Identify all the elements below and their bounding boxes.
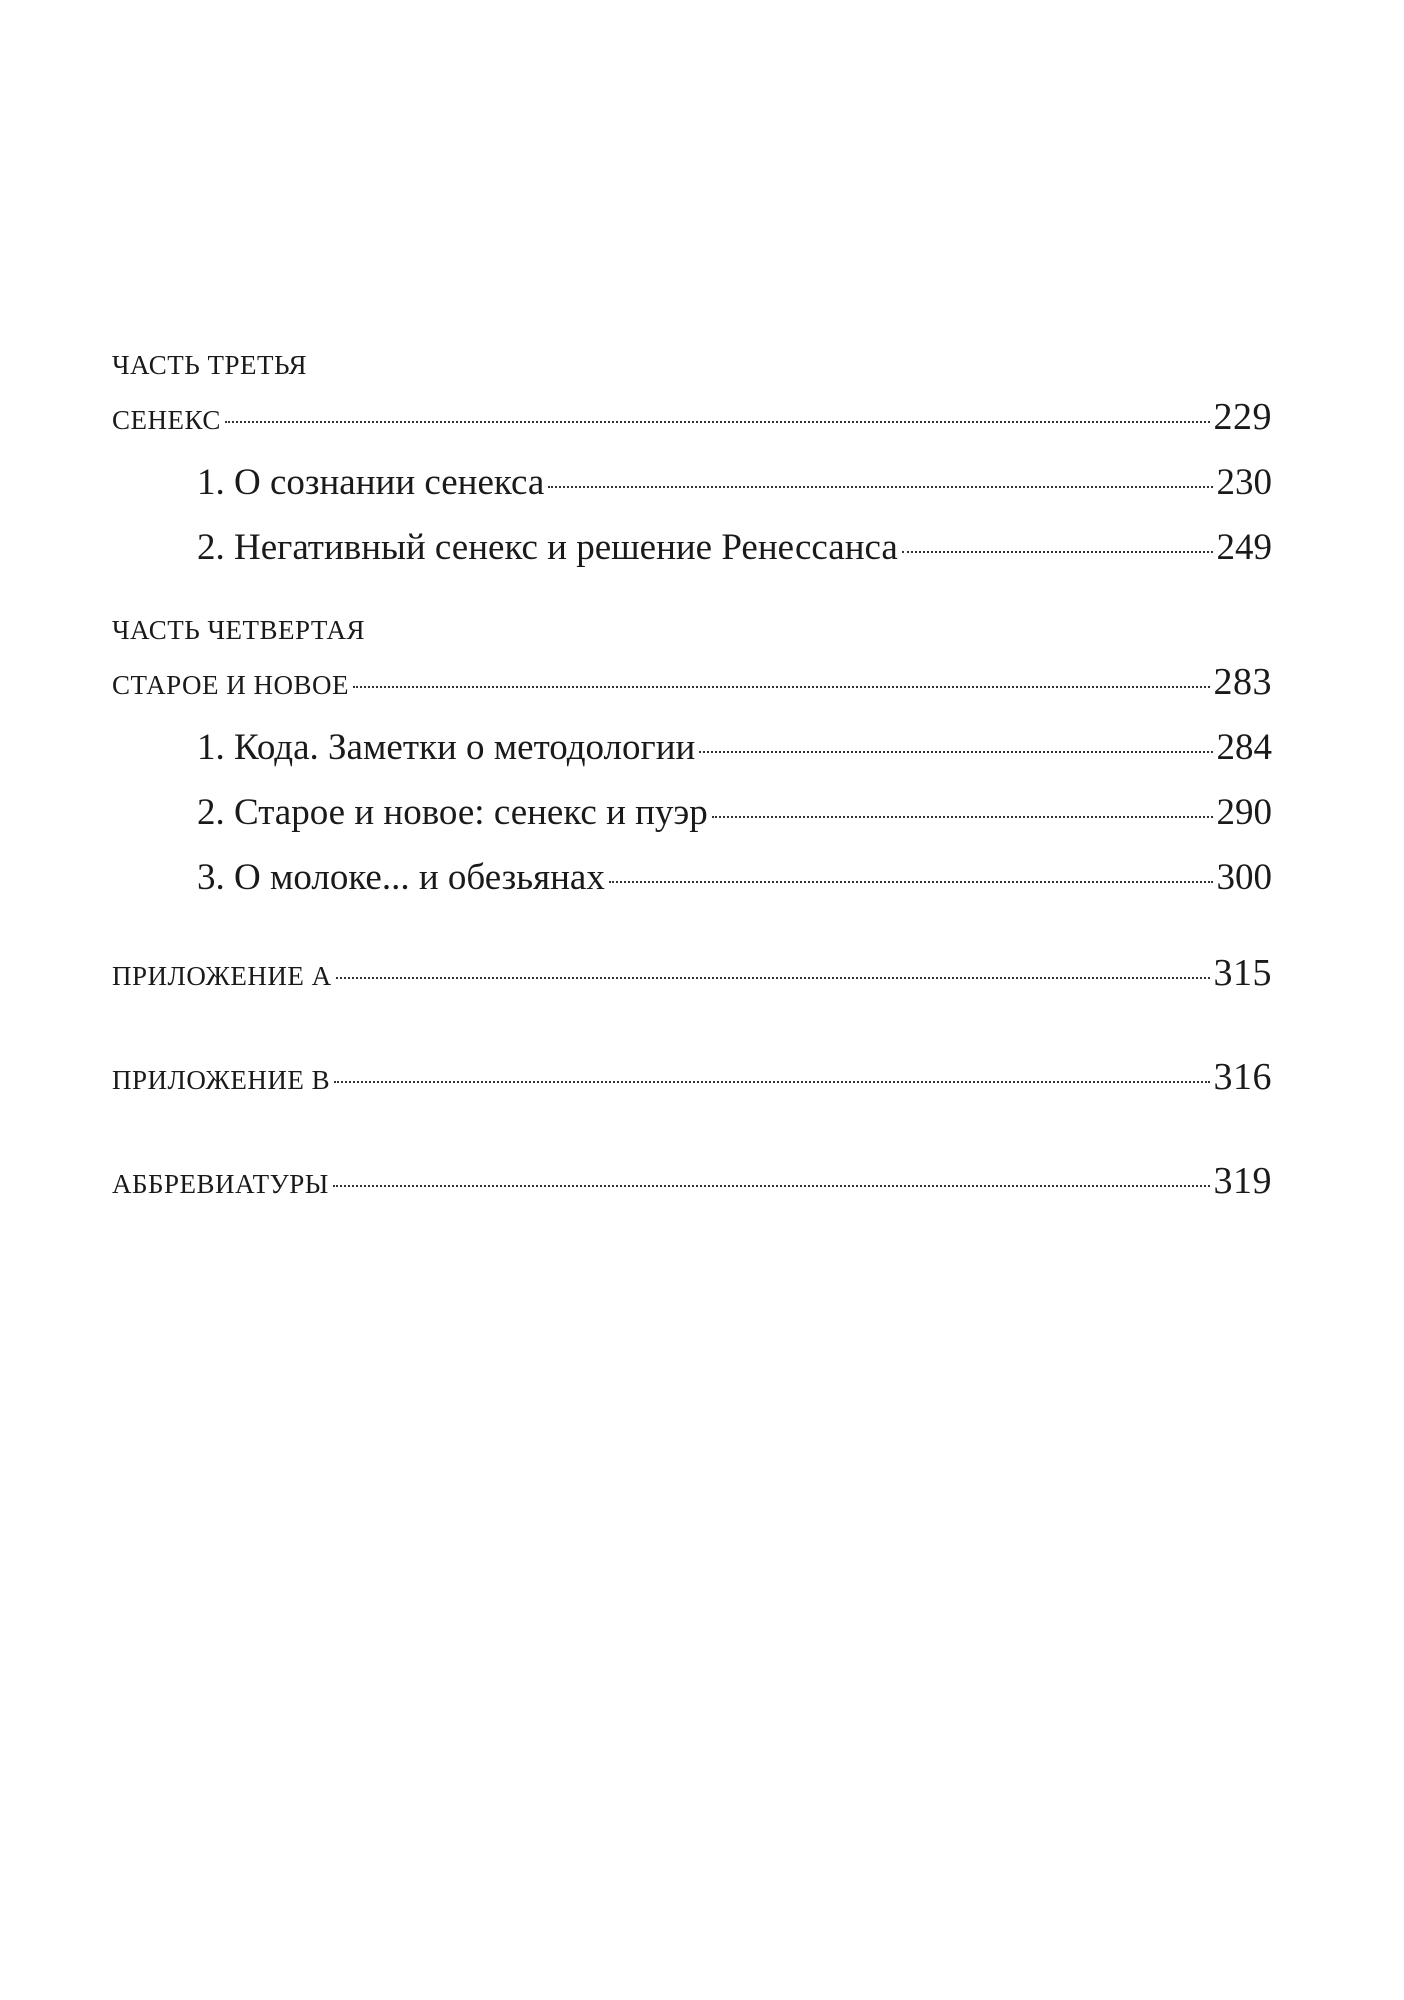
- toc-entry-sub[interactable]: [112, 461, 1272, 504]
- dot-leader: [225, 421, 1210, 423]
- toc-page-number: 315: [1213, 952, 1272, 994]
- toc-entry-title: 1. О сознании сенекса: [197, 462, 545, 503]
- toc-entry-sub[interactable]: [112, 526, 1272, 569]
- toc-entry-sub[interactable]: [112, 726, 1272, 769]
- toc-entry-old-and-new[interactable]: [112, 660, 1272, 704]
- toc-entry-title: АББРЕВИАТУРЫ: [112, 1169, 329, 1199]
- dot-leader: [609, 881, 1213, 883]
- toc-entry-title: ПРИЛОЖЕНИЕ В: [112, 1065, 331, 1095]
- toc-page-number: 316: [1213, 1056, 1272, 1098]
- dot-leader: [333, 1185, 1210, 1187]
- part-three-label: ЧАСТЬ ТРЕТЬЯ: [112, 350, 308, 380]
- part-four-label: ЧАСТЬ ЧЕТВЕРТАЯ: [112, 615, 365, 645]
- dot-leader: [902, 551, 1213, 553]
- toc-page-number: 283: [1213, 661, 1272, 703]
- toc-entry-title: 2. Негативный сенекс и решение Ренессанса: [197, 527, 898, 568]
- toc-entry-senex[interactable]: [112, 395, 1272, 439]
- toc-entry-abbreviations[interactable]: [112, 1159, 1272, 1203]
- table-of-contents: [112, 350, 1272, 1203]
- toc-page-number: 230: [1216, 462, 1272, 503]
- toc-entry-title: СЕНЕКС: [112, 405, 221, 435]
- toc-page-number: 300: [1216, 857, 1272, 898]
- toc-page-number: 284: [1216, 727, 1272, 768]
- toc-page-number: 319: [1213, 1160, 1272, 1202]
- dot-leader: [712, 816, 1213, 818]
- dot-leader: [334, 1081, 1209, 1083]
- dot-leader: [336, 977, 1210, 979]
- dot-leader: [353, 686, 1210, 688]
- toc-page-number: 249: [1216, 527, 1272, 568]
- toc-page-number: 290: [1216, 792, 1272, 833]
- toc-entry-title: 1. Кода. Заметки о методологии: [197, 727, 696, 768]
- toc-entry-sub[interactable]: [112, 856, 1272, 899]
- toc-entry-title: 2. Старое и новое: сенекс и пуэр: [197, 792, 708, 833]
- toc-entry-title: СТАРОЕ И НОВОЕ: [112, 670, 349, 700]
- toc-entry-title: ПРИЛОЖЕНИЕ А: [112, 961, 332, 991]
- dot-leader: [548, 486, 1212, 488]
- toc-entry-appendix-a[interactable]: [112, 951, 1272, 995]
- toc-entry-sub[interactable]: [112, 791, 1272, 834]
- dot-leader: [699, 751, 1212, 753]
- toc-entry-title: 3. О молоке... и обезьянах: [197, 857, 605, 898]
- toc-entry-appendix-b[interactable]: [112, 1055, 1272, 1099]
- toc-page-number: 229: [1213, 396, 1272, 438]
